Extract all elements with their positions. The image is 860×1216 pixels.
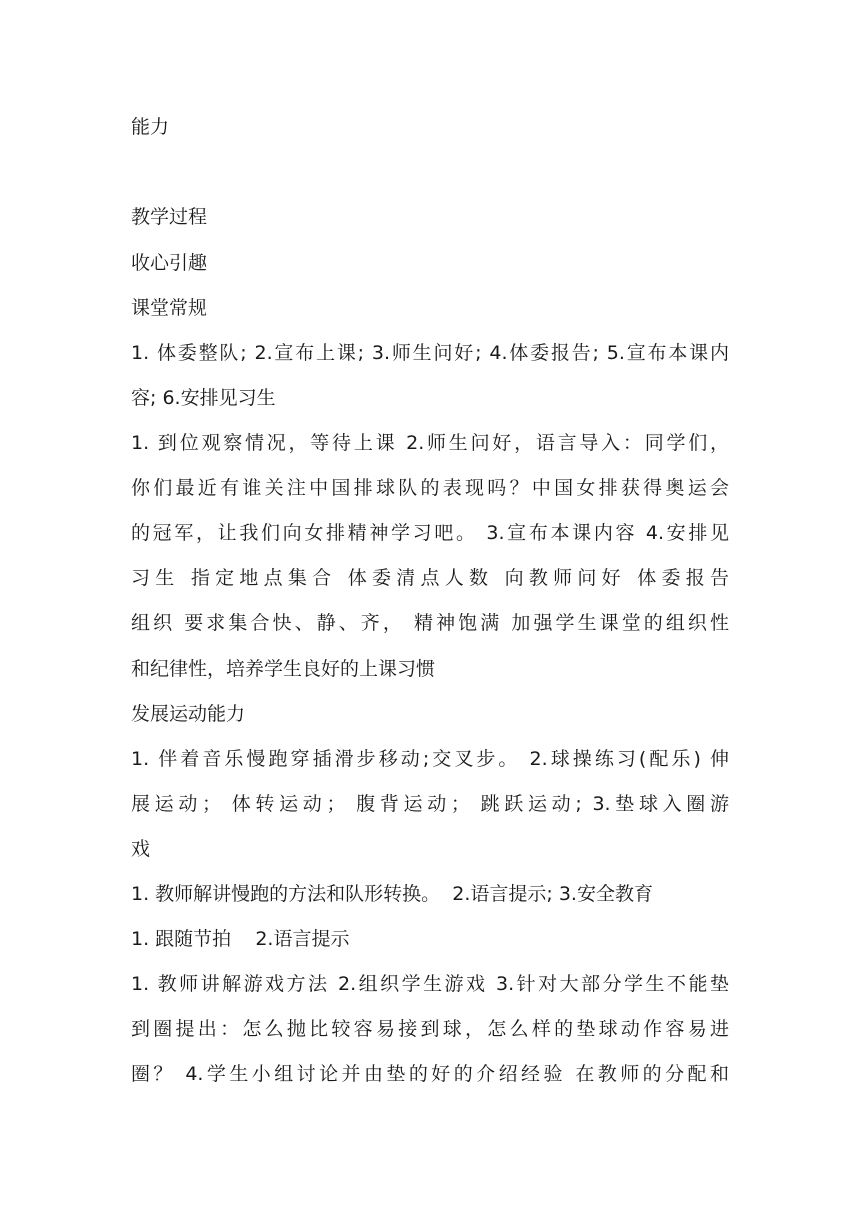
text-line: 组织 要求集合快、静、齐， 精神饱满 加强学生课堂的组织性: [131, 612, 729, 634]
text-line: 习生 指定地点集合 体委清点人数 向教师问好 体委报告: [131, 567, 729, 589]
text-line: 容; 6.安排见习生: [131, 387, 276, 409]
text-line: 1. 伴着音乐慢跑穿插滑步移动;交叉步。 2.球操练习(配乐) 伸: [131, 748, 729, 770]
section-heading: 课堂常规: [131, 297, 208, 319]
text-line: 能力: [131, 116, 170, 138]
section-heading: 教学过程: [131, 206, 208, 228]
text-line: 圈？ 4.学生小组讨论并由垫的好的介绍经验 在教师的分配和: [131, 1063, 729, 1085]
section-heading: 发展运动能力: [131, 703, 246, 725]
text-line: 你们最近有谁关注中国排球队的表现吗？中国女排获得奥运会: [131, 477, 729, 499]
text-line: 1. 跟随节拍 2.语言提示: [131, 928, 350, 950]
text-line: 1. 教师解讲慢跑的方法和队形转换。 2.语言提示; 3.安全教育: [131, 883, 653, 905]
text-line: 展运动； 体转运动； 腹背运动； 跳跃运动; 3.垫球入圈游: [131, 793, 729, 815]
text-line: 到圈提出：怎么抛比较容易接到球，怎么样的垫球动作容易进: [131, 1018, 729, 1040]
text-line: 1. 教师讲解游戏方法 2.组织学生游戏 3.针对大部分学生不能垫: [131, 973, 729, 995]
text-line: 戏: [131, 838, 151, 860]
text-line: 的冠军，让我们向女排精神学习吧。 3.宣布本课内容 4.安排见: [131, 522, 729, 544]
text-line: 1. 体委整队; 2.宣布上课; 3.师生问好; 4.体委报告; 5.宣布本课内: [131, 342, 729, 364]
section-heading: 收心引趣: [131, 252, 208, 274]
text-line: 和纪律性，培养学生良好的上课习惯: [131, 658, 436, 680]
text-line: 1. 到位观察情况，等待上课 2.师生问好，语言导入：同学们，: [131, 432, 729, 454]
